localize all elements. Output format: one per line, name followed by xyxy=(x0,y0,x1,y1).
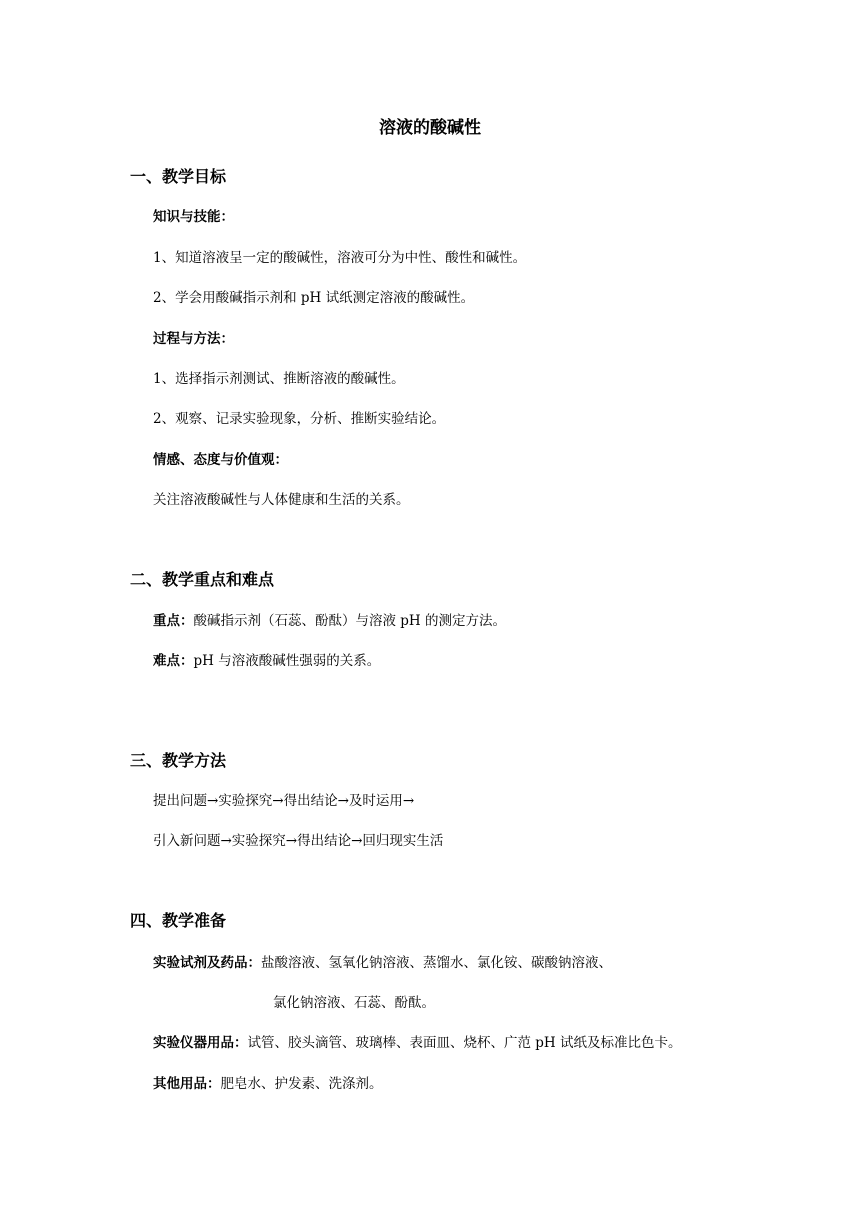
subheading-process-methods: 过程与方法： xyxy=(153,331,234,347)
other-items-line xyxy=(153,1074,383,1094)
instruments-line xyxy=(153,1033,682,1053)
section-heading-preparation: 四、教学准备 xyxy=(130,911,227,930)
objective-line: 2、学会用酸碱指示剂和 pH 试纸测定溶液的酸碱性。 xyxy=(153,290,475,306)
difficulty-line xyxy=(153,651,380,671)
section-heading-key-points: 二、教学重点和难点 xyxy=(130,570,275,589)
other-items-text: 肥皂水、护发素、洗涤剂。 xyxy=(220,1076,383,1092)
objective-line: 关注溶液酸碱性与人体健康和生活的关系。 xyxy=(153,492,410,508)
subheading-attitudes-values: 情感、态度与价值观： xyxy=(153,452,288,468)
difficulty-text: pH 与溶液酸碱性强弱的关系。 xyxy=(193,653,381,669)
key-point-line xyxy=(153,611,506,631)
method-line: 提出问题→实验探究→得出结论→及时运用→ xyxy=(153,793,415,809)
reagents-line xyxy=(153,953,612,973)
objective-line: 2、观察、记录实验现象，分析、推断实验结论。 xyxy=(153,411,446,427)
key-point-label: 重点： xyxy=(153,613,194,629)
difficulty-label: 难点： xyxy=(153,653,194,669)
section-heading-methods: 三、教学方法 xyxy=(130,751,227,770)
method-line: 引入新问题→实验探究→得出结论→回归现实生活 xyxy=(153,833,444,849)
objective-line: 1、知道溶液呈一定的酸碱性，溶液可分为中性、酸性和碱性。 xyxy=(153,250,527,266)
other-items-label: 其他用品： xyxy=(153,1076,221,1092)
instruments-label: 实验仪器用品： xyxy=(153,1035,248,1051)
key-point-text: 酸碱指示剂（石蕊、酚酞）与溶液 pH 的测定方法。 xyxy=(193,613,506,629)
objective-line: 1、选择指示剂测试、推断溶液的酸碱性。 xyxy=(153,371,405,387)
reagents-continuation: 氯化钠溶液、石蕊、酚酞。 xyxy=(273,995,435,1011)
reagents-label: 实验试剂及药品： xyxy=(153,955,261,971)
document-title: 溶液的酸碱性 xyxy=(379,118,481,138)
section-heading-objectives: 一、教学目标 xyxy=(130,167,227,186)
reagents-text: 盐酸溶液、氢氧化钠溶液、蒸馏水、氯化铵、碳酸钠溶液、 xyxy=(261,955,612,971)
subheading-knowledge-skills: 知识与技能： xyxy=(153,209,234,225)
instruments-text: 试管、胶头滴管、玻璃棒、表面皿、烧杯、广范 pH 试纸及标准比色卡。 xyxy=(247,1035,682,1051)
